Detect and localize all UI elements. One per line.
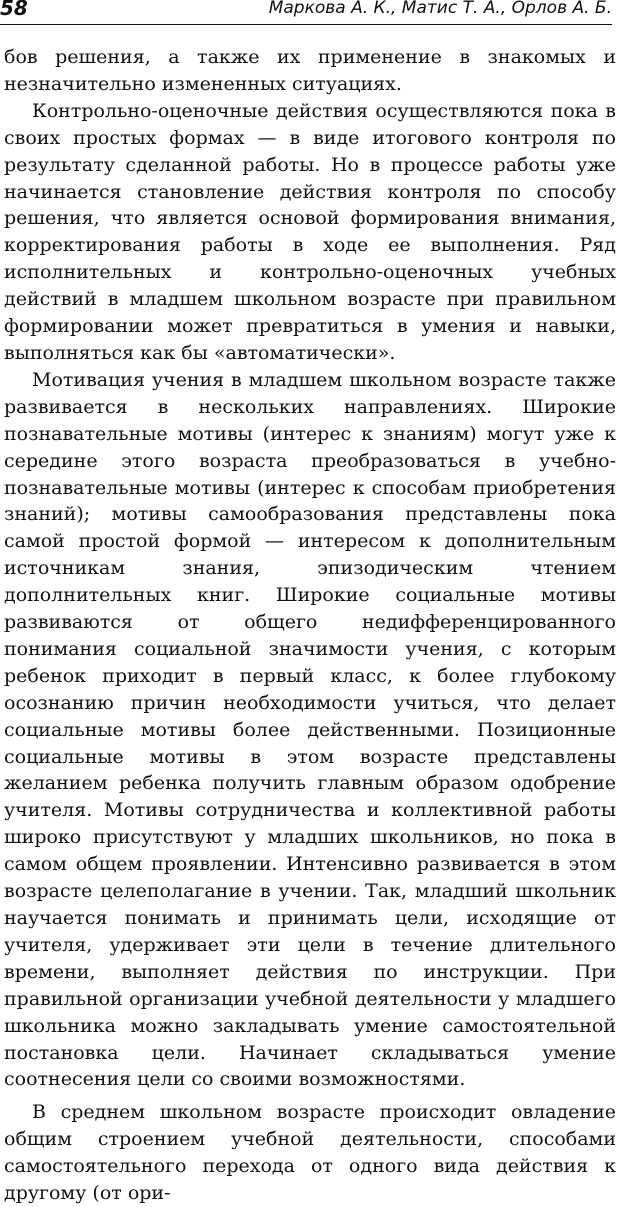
paragraph-continuation: бов решения, а также их применение в знакомых и незначительно измененных ситуациях. — [4, 46, 616, 95]
running-title: Маркова А. К., Матис Т. А., Орлов А. Б. — [268, 0, 612, 18]
paragraph-control-actions: Контрольно-оценочные действия осуществляются пока в своих простых формах — в виде итогового контроля по результату сделанной работы. Но в процессе работы уже начинается становление действия контроля по способу решения, что является основой формирования внимания, корректирования работы в ходе ее выполнения. Ряд исполнительных и контрольно-оценочных учебных действий в младшем школьном возрасте при правильном формировании может превратиться в умения и навыки, выполняться как бы «автоматически». — [4, 99, 616, 364]
page-number: 58 — [0, 0, 28, 20]
paragraph-motivation: Мотивация учения в младшем школьном возрасте также развивается в нескольких направлениях. Широкие познавательные мотивы (интерес к знаниям) могут уже к середине этого возраста преобразоваться в учебно-познавательные мотивы (интерес к способам приобретения знаний); мотивы самообразования представлены пока самой простой формой — интересом к дополнительным источникам знания, эпизодическим чтением дополнительных книг. Широкие социальные мотивы развиваются от общего недифференцированного понимания социальной значимости учения, с которым ребенок приходит в первый класс, к более глубокому осознанию причин необходимости учиться, что делает социальные мотивы более действенными. Позиционные социальные мотивы в этом возрасте представлены желанием ребенка получить главным образом одобрение учителя. Мотивы сотрудничества и коллективной работы широко присутствуют у младших школьников, но пока в самом общем проявлении. Интенсивно развивается в этом возрасте целеполагание в учении. Так, младший школьник научается понимать и принимать цели, исходящие от учителя, удерживает эти цели в течение длительного времени, выполняет действия по инструкции. При правильной организации учебной деятельности у младшего школьника можно закладывать умение самостоятельной постановка цели. Начинает складываться умение соотнесения цели со своими возможностями. — [4, 368, 616, 1091]
paragraph-middle-school: В среднем школьном возрасте происходит овладение общим строением учебной деятельности, способами самостоятельного перехода от одного вида действия к другому (от ори- — [4, 1101, 616, 1205]
page-header — [0, 0, 612, 25]
body-text — [4, 44, 616, 1207]
